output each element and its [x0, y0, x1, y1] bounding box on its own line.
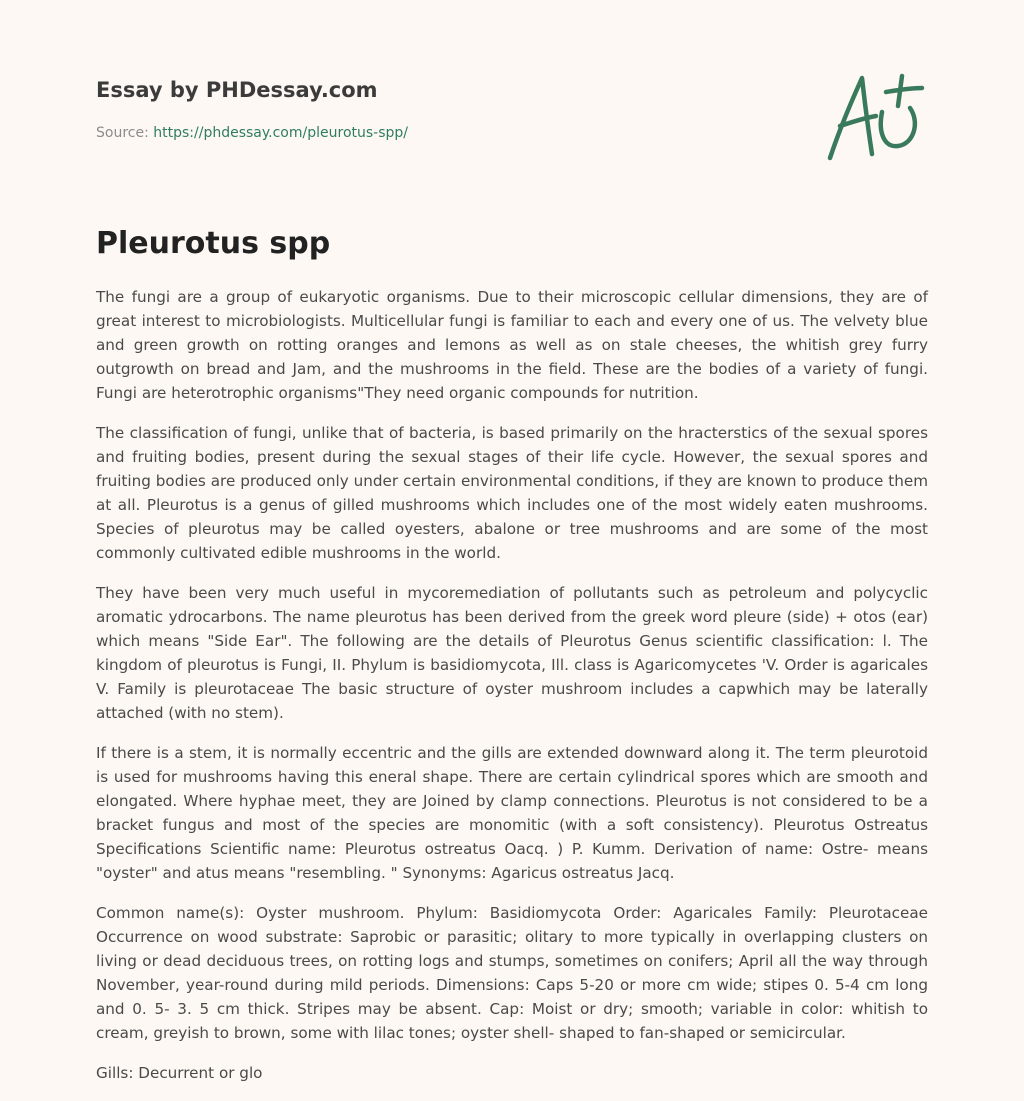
essay-paragraph: They have been very much useful in mycoremediation of pollutants such as petroleum and polycyclic aromatic ydrocarbons. The name pleurotus has been derived from the greek word pleure (side) + otos (ear) which means "Side Ear". The following are the details of Pleurotus Genus scientific classification: l. The kingdom of pleurotus is Fungi, II. Phylum is basidiomycota, Ill. class is Agaricomycetes 'V. Order is agaricales V. Family is pleurotaceae The basic structure of oyster mushroom includes a capwhich may be laterally attached (with no stem).	[96, 584, 928, 722]
essay-paragraph: Common name(s): Oyster mushroom. Phylum: Basidiomycota Order: Agaricales Family: Pleurotaceae Occurrence on wood substrate: Saprobic or parasitic; olitary to more typically in overlapping clusters on living or dead deciduous trees, on rotting logs and stumps, sometimes on conifers; April all the way through November, year-round during mild periods. Dimensions: Caps 5-20 or more cm wide; stipes 0. 5-4 cm long and 0. 5- 3. 5 cm thick. Stripes may be absent. Cap: Moist or dry; smooth; variable in color: whitish to cream, greyish to brown, some with lilac tones; oyster shell- shaped to fan-shaped or semicircular.	[96, 904, 928, 1042]
a-plus-icon	[818, 66, 930, 166]
essay-paragraph: The fungi are a group of eukaryotic organisms. Due to their microscopic cellular dimensions, they are of great interest to microbiologists. Multicellular fungi is familiar to each and every one of us. The velvety blue and green growth on rotting oranges and lemons as well as on stale cheeses, the whitish grey furry outgrowth on bread and Jam, and the mushrooms in the field. These are the bodies of a variety of fungi. Fungi are heterotrophic organisms"They need organic compounds for nutrition.	[96, 288, 928, 402]
essay-paragraph: Gills: Decurrent or glo	[96, 1064, 263, 1082]
essay-paragraph: The classification of fungi, unlike that of bacteria, is based primarily on the hracterstics of the sexual spores and fruiting bodies, present during the sexual stages of their life cycle. However, the sexual spores and fruiting bodies are produced only under certain environmental conditions, if they are known to produce them at all. Pleurotus is a genus of gilled mushrooms which includes one of the most widely eaten mushrooms. Species of pleurotus may be called oyesters, abalone or tree mushrooms and are some of the most commonly cultivated edible mushrooms in the world.	[96, 424, 928, 562]
essay-title: Pleurotus spp	[96, 226, 331, 261]
source-link[interactable]: https://phdessay.com/pleurotus-spp/	[153, 125, 408, 141]
source-label: Source:	[96, 125, 154, 141]
essay-paragraph: If there is a stem, it is normally eccentric and the gills are extended downward along it. The term pleurotoid is used for mushrooms having this eneral shape. There are certain cylindrical spores which are smooth and elongated. Where hyphae meet, they are Joined by clamp connections. Pleurotus is not considered to be a bracket fungus and most of the species are monomitic (with a soft consistency). Pleurotus Ostreatus Specifications Scientific name: Pleurotus ostreatus Oacq. ) P. Kumm. Derivation of name: Ostre- means "oyster" and atus means "resembling. " Synonyms: Agaricus ostreatus Jacq.	[96, 744, 928, 882]
source-line	[96, 124, 928, 142]
site-brand: Essay by PHDessay.com	[96, 78, 378, 102]
header	[96, 76, 928, 142]
essay-body	[96, 285, 928, 1101]
